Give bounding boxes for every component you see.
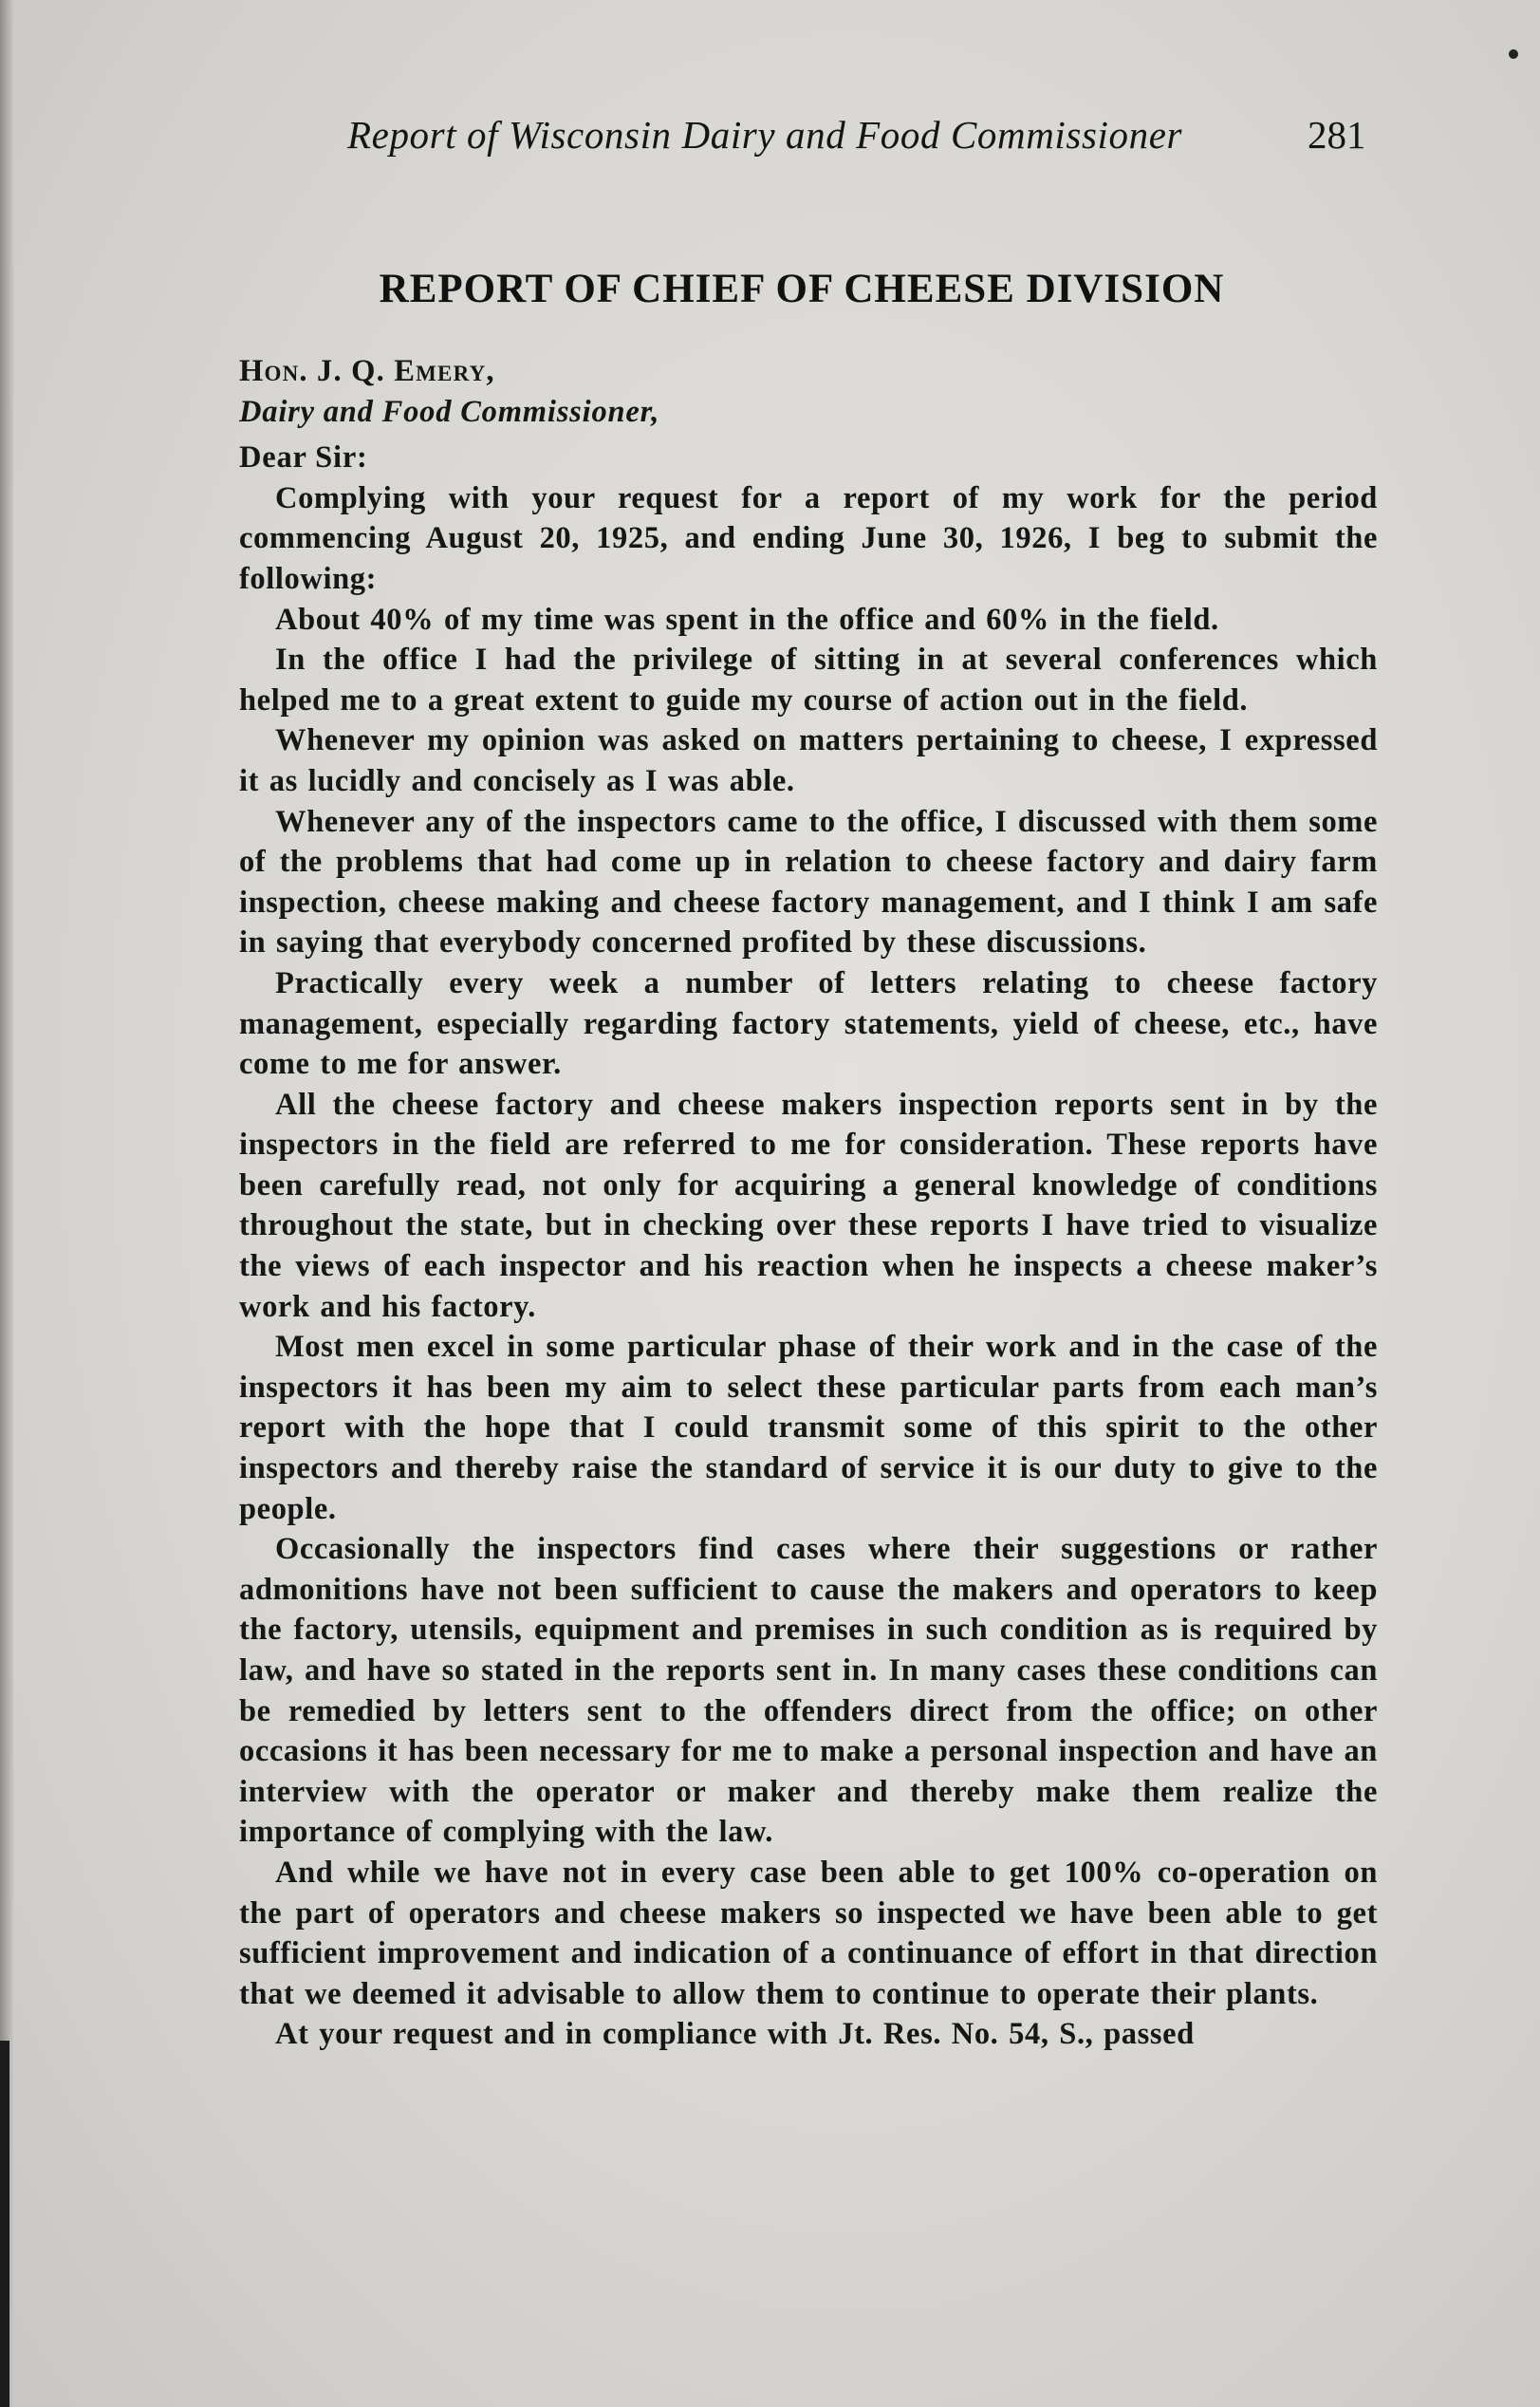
paragraph: About 40% of my time was spent in the office and 60% in the field. [275,602,1219,637]
paragraph: Most men excel in some particular phase of their work and in the case of the inspectors it has been my aim to select these particular parts from each man’s report with the hope that I could transmit some of this spirit to the other inspectors and thereby raise the standard of service it is our duty to give to the people. [239,1330,1378,1526]
paragraph: And while we have not in every case been able to get 100% co-operation on the part of operators and cheese makers so inspected we have been able to get sufficient improvement and indication of a continuance of effort in that direction that we deemed it advisable to allow them to continue to operate their plants. [239,1855,1378,2011]
binding-edge [0,2041,9,2407]
paragraph: Occasionally the inspectors find cases where their suggestions or rather admonitions have not been sufficient to cause the makers and operators to keep the factory, utensils, equipment and premises in such condition as is required by law, and have so stated in the reports sent in. In many cases these conditions can be remedied by letters sent to the offenders direct from the office; on other occasions it has been necessary for me to make a personal inspection and have an interview with the operator or maker and thereby make them realize the importance of complying with the law. [239,1532,1378,1850]
letter-body [239,351,1378,2055]
addressee-name: Hon. J. Q. Emery, [239,354,495,388]
paragraph: Practically every week a number of letters relating to cheese factory management, especially regarding factory statements, yield of cheese, etc., have come to me for answer. [239,965,1378,1082]
running-head: Report of Wisconsin Dairy and Food Commissioner [347,113,1183,157]
paragraph: At your request and in compliance with Jt. Res. No. 54, S., passed [275,2017,1195,2052]
paragraph: All the cheese factory and cheese makers inspection reports sent in by the inspectors in the field are referred to me for consideration. These reports have been carefully read, not only for acquiring a general knowledge of conditions throughout the state, but in checking over these reports I have tried to visualize the views of each inspector and his reaction when he inspects a cheese maker’s work and his factory. [239,1087,1378,1324]
paragraph: Whenever any of the inspectors came to the office, I discussed with them some of the problems that had come up in relation to cheese factory and dairy farm inspection, cheese making and cheese factory management, and I think I am safe in saying that everybody concerned profited by these discussions. [239,804,1378,961]
paragraph: In the office I had the privilege of sitting in at several conferences which helped me to a great extent to guide my course of action out in the field. [239,643,1378,718]
salutation: Dear Sir: [239,440,368,476]
page-number: 281 [1308,113,1366,157]
paragraph: Complying with your request for a report of my work for the period commencing August 20, 1925, and ending June 30, 1926, I beg to submit the following: [239,480,1378,596]
section-title: REPORT OF CHIEF OF CHEESE DIVISION [379,267,1225,311]
ink-speck [1509,49,1518,59]
page-header [0,112,1540,169]
paragraph: Whenever my opinion was asked on matters pertaining to cheese, I expressed it as lucidly and concisely as I was able. [239,723,1378,798]
addressee-title: Dairy and Food Commissioner, [239,394,660,429]
